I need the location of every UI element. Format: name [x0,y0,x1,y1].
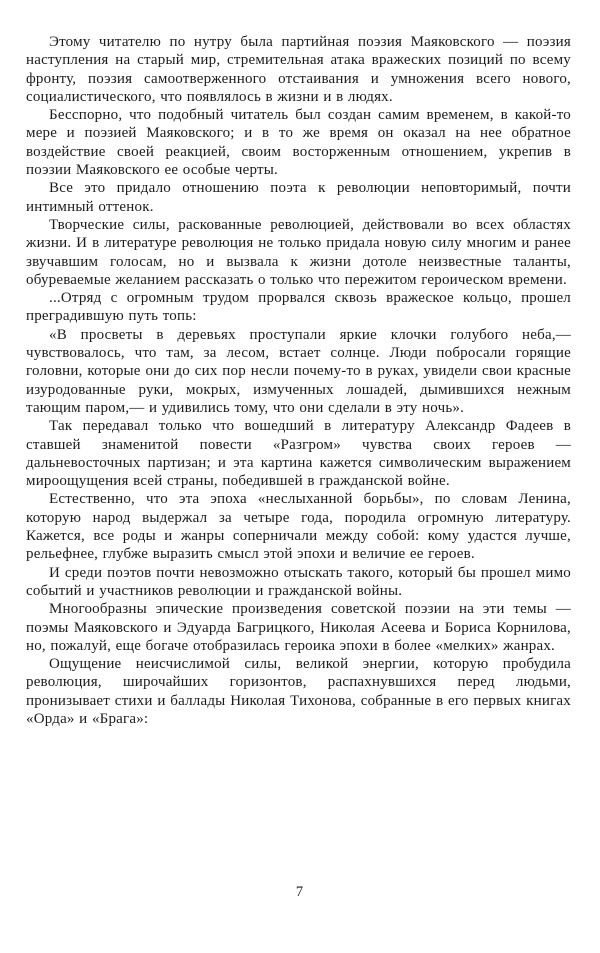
paragraph: Так передавал только что вошедший в литературу Александр Фадеев в ставшей знаменитой повести «Разгром» чувства своих героев — дальневосточных партизан; и эта картина кажется символическим выражением мироощущения всей страны, победившей в гражданской войне. [26,418,571,490]
paragraph: Все это придало отношению поэта к революции неповторимый, почти интимный оттенок. [26,180,571,215]
text-block [26,33,571,728]
page-number: 7 [295,884,305,900]
paragraph: Этому читателю по нутру была партийная поэзия Маяковского — поэзия наступления на старый мир, стремительная атака вражеских позиций по всему фронту, поэзия самоотверженного отстаивания и умножения всего нового, социалистического, что появлялось в жизни и в людях. [26,34,571,105]
paragraph: Творческие силы, раскованные революцией, действовали во всех областях жизни. И в литературе революция не только придала новую силу многим и ранее звучавшим голосам, но и вызвала к жизни дотоле неизвестные таланты, обуреваемые желанием рассказать о только что пережитом героическом времени. [26,216,571,288]
paragraph: Бесспорно, что подобный читатель был создан самим временем, в какой-то мере и поэзией Маяковского; и в то же время он оказал на нее обратное воздействие своей реакцией, своим восторженным отношением, укрепив в поэзии Маяковского ее особые черты. [26,107,571,179]
paragraph: И среди поэтов почти невозможно отыскать такого, который бы прошел мимо событий и участников революции и гражданской войны. [26,564,571,599]
paragraph: «В просветы в деревьях проступали яркие клочки голубого неба,— чувствовалось, что там, за лесом, встает солнце. Люди побросали горящие головни, которые они до сих пор несли почему-то в руках, увидели свои красные изуродованные руки, мокрых, измученных лошадей, дымившихся нежным тающим паром,— и удивились тому, что они сделали в эту ночь». [26,326,571,416]
paragraph: Многообразны эпические произведения советской поэзии на эти темы — поэмы Маяковского и Эдуарда Багрицкого, Николая Асеева и Бориса Корнилова, но, пожалуй, еще богаче отобразилась героика эпохи в более «мелких» жанрах. [26,601,571,654]
paragraph: Естественно, что эта эпоха «неслыханной борьбы», по словам Ленина, которую народ выдержал за четыре года, породила огромную литературу. Кажется, все роды и жанры соперничали между собой: кому удастся лучше, рельефнее, глубже выразить смысл этой эпохи и величие ее героев. [26,491,571,563]
paragraph: Ощущение неисчислимой силы, великой энергии, которую пробудила революция, широчайших горизонтов, распахнувшихся перед людьми, пронизывает стихи и баллады Николая Тихонова, собранные в его первых книгах «Орда» и «Брага»: [26,656,571,727]
paragraph: ...Отряд с огромным трудом прорвался сквозь вражеское кольцо, прошел преградившую путь топь: [26,290,571,325]
